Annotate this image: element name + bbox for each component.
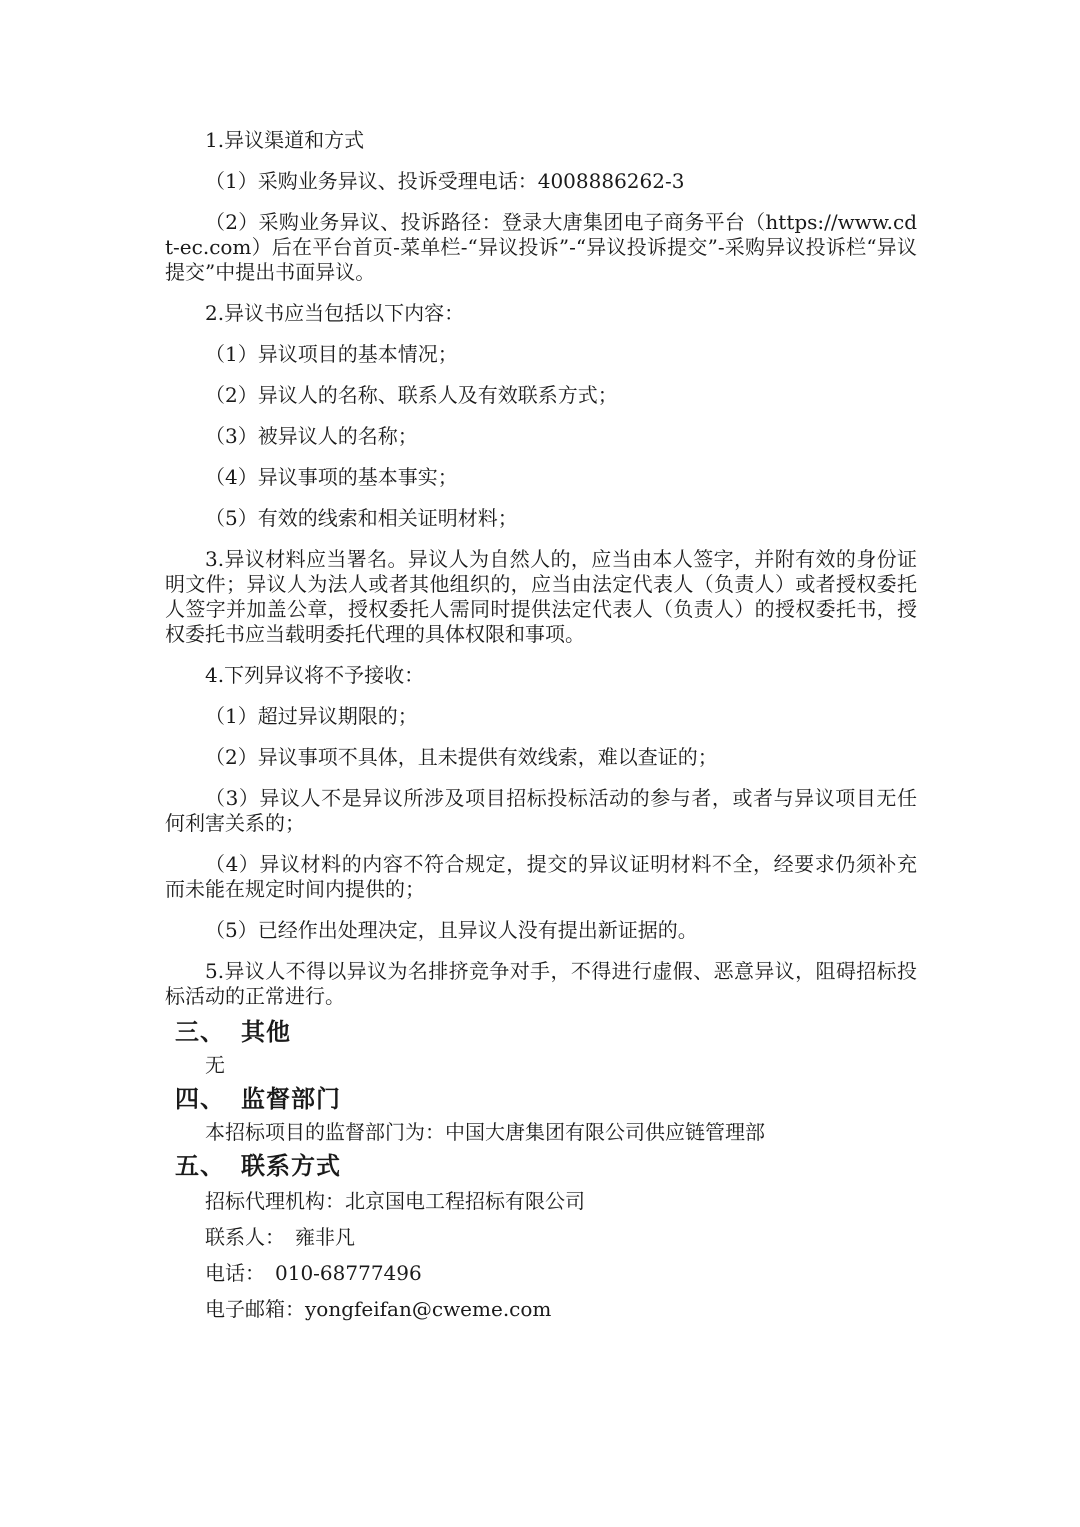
section-heading-contact [165,1151,917,1181]
section-title: 监督部门 [241,1085,341,1113]
contact-phone: 电话： 010-68777496 [205,1261,422,1285]
section-number: 五、 [175,1152,225,1180]
objection-path: （2）采购业务异议、投诉路径：登录大唐集团电子商务平台（https://www.cdt-ec.com）后在平台首页-菜单栏-“异议投诉”-“异议投诉提交”-采购异议投诉栏“异议提交”中提出书面异议。 [165,210,917,284]
objection-signature-rule: 3.异议材料应当署名。异议人为自然人的，应当由本人签字，并附有效的身份证明文件；异议人为法人或者其他组织的，应当由法定代表人（负责人）或者授权委托人签字并加盖公章，授权委托人需同时提供法定代表人（负责人）的授权委托书，授权委托书应当载明委托代理的具体权限和事项。 [165,547,917,646]
section-title: 其他 [241,1018,291,1046]
objection-content-title: 2.异议书应当包括以下内容： [205,301,465,325]
list-item: （4）异议事项的基本事实； [205,465,458,489]
list-item: （5）已经作出处理决定，且异议人没有提出新证据的。 [205,918,698,942]
contact-agency: 招标代理机构：北京国电工程招标有限公司 [205,1189,585,1213]
document-page [165,128,917,1322]
list-item: （2）异议事项不具体，且未提供有效线索，难以查证的； [205,745,718,769]
contact-person: 联系人： 雍非凡 [205,1225,355,1249]
supervision-content: 本招标项目的监督部门为：中国大唐集团有限公司供应链管理部 [205,1120,765,1144]
list-item: （1）异议项目的基本情况； [205,342,458,366]
section-number: 四、 [175,1085,225,1113]
list-item: （3）异议人不是异议所涉及项目招标投标活动的参与者，或者与异议项目无任何利害关系的； [165,786,917,835]
objection-no-abuse-rule: 5.异议人不得以异议为名排挤竞争对手，不得进行虚假、恶意异议，阻碍招标投标活动的正常进行。 [165,959,917,1008]
section-heading-other [165,1017,917,1047]
list-item: （5）有效的线索和相关证明材料； [205,506,518,530]
objection-reject-title: 4.下列异议将不予接收： [205,663,425,687]
section-title: 联系方式 [241,1152,341,1180]
section-number: 三、 [175,1018,225,1046]
contact-email: 电子邮箱：yongfeifan@cweme.com [205,1297,552,1321]
list-item: （4）异议材料的内容不符合规定，提交的异议证明材料不全，经要求仍须补充而未能在规定时间内提供的； [165,852,917,901]
list-item: （2）异议人的名称、联系人及有效联系方式； [205,383,618,407]
list-item: （3）被异议人的名称； [205,424,418,448]
list-item: （1）超过异议期限的； [205,704,418,728]
section-other-content: 无 [205,1053,225,1077]
objection-phone: （1）采购业务异议、投诉受理电话：4008886262-3 [205,169,685,193]
section-heading-supervision [165,1084,917,1114]
objection-channel-title: 1.异议渠道和方式 [205,128,365,152]
